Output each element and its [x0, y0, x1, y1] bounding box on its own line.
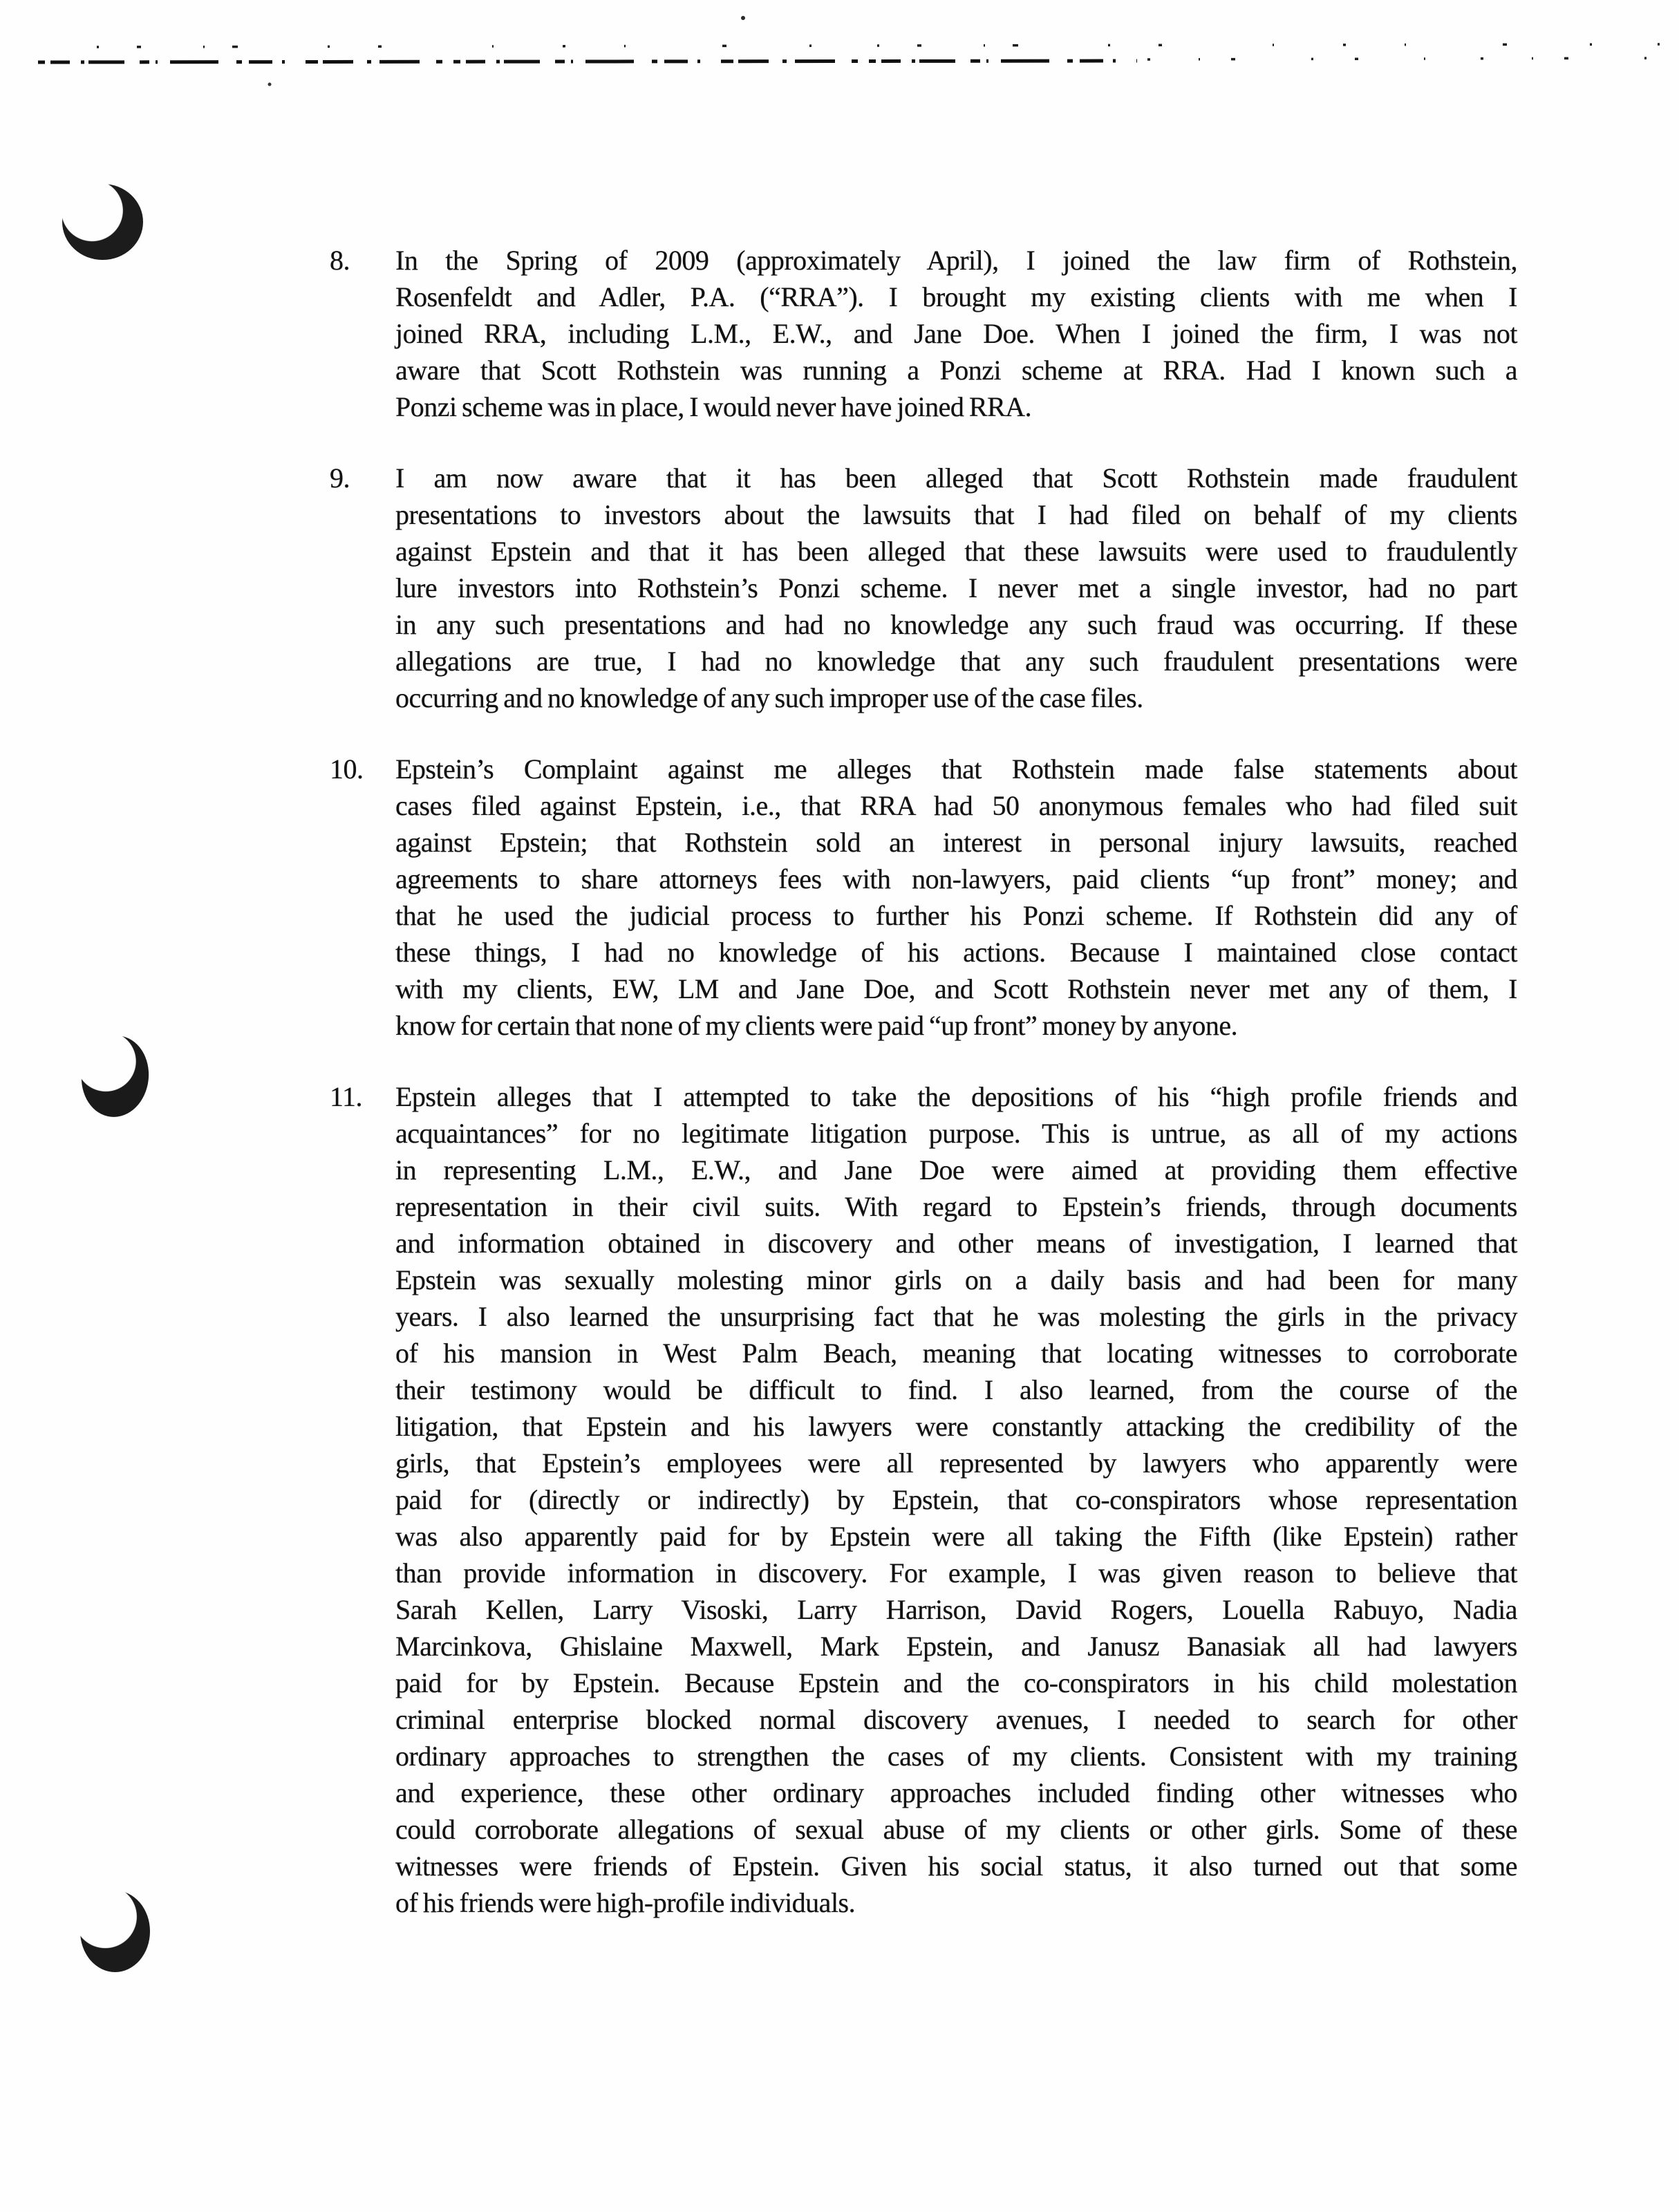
text-line: against Epstein; that Rothstein sold an interest in personal injury lawsuits, reached [395, 827, 1517, 858]
declaration-body [330, 242, 1517, 1956]
text-line: Rosenfeldt and Adler, P.A. (“RRA”). I brought my existing clients with me when I [395, 281, 1517, 312]
paragraph-10-text [395, 751, 1517, 1044]
text-line: their testimony would be difficult to find. I also learned, from the course of the [395, 1374, 1517, 1405]
hole-punch-mark [80, 1891, 150, 1972]
paragraph-number: 11. [330, 1081, 363, 1112]
paragraph-11 [330, 1078, 1517, 1921]
text-line: girls, that Epstein’s employees were all represented by lawyers who apparently were [395, 1447, 1517, 1479]
text-line: lure investors into Rothstein’s Ponzi scheme. I never met a single investor, had no part [395, 572, 1517, 603]
text-line: of his friends were high-profile individuals. [395, 1887, 856, 1918]
paragraph-number: 8. [330, 245, 350, 276]
text-line: these things, I had no knowledge of his actions. Because I maintained close contact [395, 937, 1517, 968]
paragraph-8-text [395, 242, 1517, 425]
text-line: in representing L.M., E.W., and Jane Doe were aimed at providing them effective [395, 1154, 1517, 1185]
text-line: representation in their civil suits. With regard to Epstein’s friends, through documents [395, 1191, 1517, 1222]
text-line: than provide information in discovery. For example, I was given reason to believe that [395, 1557, 1517, 1588]
paragraph-9-text [395, 460, 1517, 716]
hole-punch-mark [62, 184, 143, 260]
text-line: know for certain that none of my clients were paid “up front” money by anyone. [395, 1010, 1238, 1041]
text-line: Sarah Kellen, Larry Visoski, Larry Harrison, David Rogers, Louella Rabuyo, Nadia [395, 1594, 1517, 1625]
paragraph-9 [330, 460, 1517, 716]
text-line: I am now aware that it has been alleged that Scott Rothstein made fraudulent [395, 462, 1517, 494]
text-line: that he used the judicial process to further his Ponzi scheme. If Rothstein did any of [395, 900, 1517, 931]
text-line: agreements to share attorneys fees with non-lawyers, paid clients “up front” money; and [395, 863, 1517, 894]
text-line: years. I also learned the unsurprising fact that he was molesting the girls in the privacy [395, 1301, 1517, 1332]
text-line: witnesses were friends of Epstein. Given his social status, it also turned out that some [395, 1850, 1517, 1882]
text-line: could corroborate allegations of sexual abuse of my clients or other girls. Some of these [395, 1814, 1517, 1845]
scan-noise-dot [268, 83, 272, 86]
text-line: was also apparently paid for by Epstein were all taking the Fifth (like Epstein) rather [395, 1521, 1517, 1552]
text-line: Marcinkova, Ghislaine Maxwell, Mark Epstein, and Janusz Banasiak all had lawyers [395, 1631, 1517, 1662]
text-line: aware that Scott Rothstein was running a Ponzi scheme at RRA. Had I known such a [395, 355, 1517, 386]
scan-noise-line [0, 0, 1679, 97]
text-line: criminal enterprise blocked normal discovery avenues, I needed to search for other [395, 1704, 1517, 1735]
text-line: Epstein’s Complaint against me alleges that Rothstein made false statements about [395, 753, 1517, 785]
paragraph-number: 10. [330, 753, 364, 785]
scan-noise-dot [741, 16, 745, 20]
text-line: against Epstein and that it has been alleged that these lawsuits were used to fraudulently [395, 536, 1517, 567]
text-line: acquaintances” for no legitimate litigation purpose. This is untrue, as all of my actions [395, 1118, 1517, 1149]
text-line: paid for (directly or indirectly) by Epstein, that co-conspirators whose representation [395, 1484, 1517, 1515]
hole-punch-mark [77, 1032, 153, 1120]
text-line: allegations are true, I had no knowledge that any such fraudulent presentations were [395, 646, 1517, 677]
text-line: Ponzi scheme was in place, I would never have joined RRA. [395, 391, 1032, 422]
scan-noise-dash-row-bottom [38, 61, 1137, 62]
text-line: of his mansion in West Palm Beach, meaning that locating witnesses to corroborate [395, 1338, 1517, 1369]
text-line: Epstein alleges that I attempted to take the depositions of his “high profile friends and [395, 1081, 1517, 1112]
text-line: and information obtained in discovery and other means of investigation, I learned that [395, 1228, 1517, 1259]
text-line: in any such presentations and had no knowledge any such fraud was occurring. If these [395, 609, 1517, 640]
text-line: joined RRA, including L.M., E.W., and Jane Doe. When I joined the firm, I was not [395, 318, 1517, 349]
text-line: and experience, these other ordinary approaches included finding other witnesses who [395, 1777, 1517, 1808]
text-line: with my clients, EW, LM and Jane Doe, and Scott Rothstein never met any of them, I [395, 973, 1517, 1004]
paragraph-11-text [395, 1078, 1517, 1921]
text-line: presentations to investors about the lawsuits that I had filed on behalf of my clients [395, 499, 1517, 530]
scan-noise-dash-row-top [97, 44, 1673, 47]
text-line: Epstein was sexually molesting minor girls on a daily basis and had been for many [395, 1264, 1517, 1295]
text-line: In the Spring of 2009 (approximately April), I joined the law firm of Rothstein, [395, 245, 1517, 276]
text-line: cases filed against Epstein, i.e., that RRA had 50 anonymous females who had filed suit [395, 790, 1517, 821]
text-line: litigation, that Epstein and his lawyers were constantly attacking the credibility of the [395, 1411, 1517, 1442]
paragraph-number: 9. [330, 462, 350, 494]
text-line: occurring and no knowledge of any such improper use of the case files. [395, 682, 1143, 713]
scan-noise-dash-row-right [1147, 58, 1673, 59]
text-line: paid for by Epstein. Because Epstein and the co-conspirators in his child molestation [395, 1667, 1517, 1698]
paragraph-8 [330, 242, 1517, 425]
text-line: ordinary approaches to strengthen the cases of my clients. Consistent with my training [395, 1741, 1517, 1772]
paragraph-10 [330, 751, 1517, 1044]
